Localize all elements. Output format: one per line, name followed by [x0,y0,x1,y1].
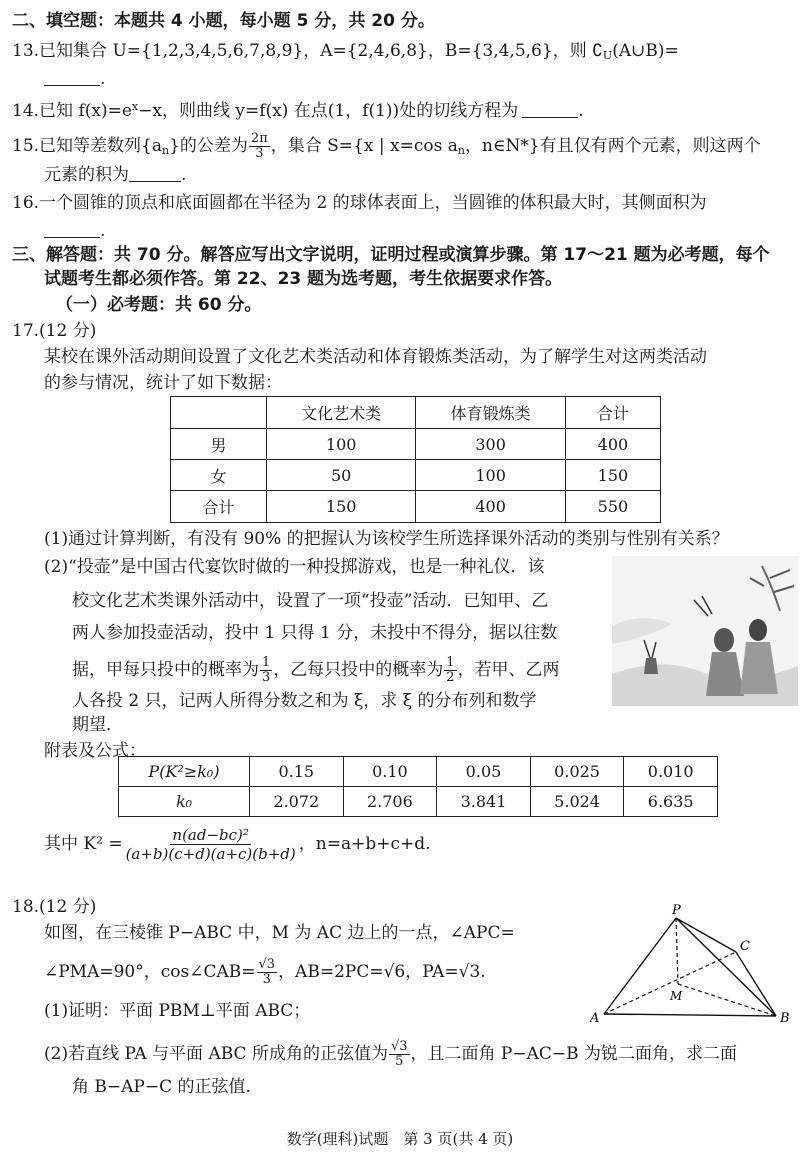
q17-line4-post: ，若甲、乙两 [457,660,560,680]
q17-fraction-jia [260,656,272,685]
section3-heading-line1: 三、解答题：共 70 分。解答应写出文字说明，证明过程或演算步骤。第 17～21 题为必考题，每个 [12,245,770,265]
q14-pre: 14.已知 f(x)=e [12,101,132,121]
survey-cell: 400 [565,429,660,460]
survey-cell: 50 [266,460,415,491]
q15-frac-den: 3 [255,146,264,161]
survey-cell: 100 [416,460,565,491]
q16-blank[interactable] [44,221,100,238]
kvalue-cell: 6.635 [624,787,718,817]
q18-label: 18.(12 分) [12,897,97,917]
table-row [171,460,661,491]
q13-blank[interactable] [44,69,100,86]
q15-post: ，集合 S={x | x=cos a [270,136,458,156]
q18-line2-post: ，AB=2PC=√6，PA=√3. [278,962,486,982]
survey-cell: 300 [416,429,565,460]
section2-heading: 二、填空题：本题共 4 小题，每小题 5 分，共 20 分。 [12,11,435,31]
q18-fraction [257,958,278,987]
kvalue-cell: 3.841 [437,787,531,817]
table-row [171,491,661,523]
q17-intro-line1: 某校在课外活动期间设置了文化艺术类活动和体育锻炼类活动，为了解学生对这两类活动 [44,347,707,367]
kvalue-cell: 0.10 [343,757,437,787]
table-row [119,787,718,817]
kvalue-cell: 2.072 [250,787,344,817]
q15-sub2: n [457,144,465,157]
q15-mid: }的公差为 [169,136,248,156]
kvalue-cell: 2.706 [343,787,437,817]
q14-sup: x [131,100,139,113]
question-15 [12,132,761,162]
kvalue-cell: 5.024 [530,787,624,817]
q18-part2-frac-den: 5 [395,1054,404,1069]
survey-cell: 400 [416,491,565,523]
label-B: B [780,1011,790,1026]
survey-cell: 合计 [171,491,267,523]
label-P: P [672,904,681,918]
survey-cell: 550 [565,491,660,523]
edge-AB [604,1014,776,1016]
q17-part2-line5: 人各投 2 只，记两人所得分数之和为 ξ，求 ξ 的分布列和数学 [72,691,537,711]
touhu-illustration [612,556,798,706]
kvalue-cell: 0.025 [530,757,624,787]
q15-blank[interactable] [129,165,181,182]
page-footer: 数学(理科)试题 第 3 页(共 4 页) [286,1130,514,1148]
q17-frac2-den: 2 [446,670,455,685]
appendix-label: 附表及公式： [44,741,146,761]
q18-part2-pre: (2)若直线 PA 与平面 ABC 所成角的正弦值为 [44,1044,388,1064]
kvalue-cell: 0.05 [437,757,531,787]
survey-cell: 100 [266,429,415,460]
q17-part1: (1)通过计算判断，有没有 90% 的把握认为该校学生所选择课外活动的类别与性别有关系？ [44,529,729,549]
question-14: 14.已知 $f(x)=e^x-x$，则曲线 y=f(x) 在点(1，f(1))处的切线方程为 . [12,100,584,121]
kvalue-cell: 0.010 [624,757,718,787]
q15-frac-num: 2π [250,131,268,146]
q18-frac-num: √3 [258,957,276,972]
kvalue-row-label: P(K²≥k₀) [119,757,250,787]
q15-post2: ，n∈N*}有且仅有两个元素，则这两个 [464,136,761,156]
q17-line4-pre: 据，甲每只投中的概率为 [72,660,259,680]
label-A: A [590,1011,600,1026]
survey-table-header [171,397,661,429]
figure-head-icon [714,628,734,652]
section3-heading-line2: 试题考生都必须作答。第 22、23 题为选考题，考生依据要求作答。 [44,269,563,289]
k-squared-formula [44,826,431,863]
edge-CB [736,952,776,1016]
q16-answer-line: . [44,220,105,242]
q15-fraction [249,132,270,161]
survey-table [170,396,661,523]
q17-intro-line2: 的参与情况，统计了如下数据： [44,373,282,393]
q18-part2-frac-num: √3 [390,1039,408,1054]
survey-cell: 男 [171,429,267,460]
kvalue-cell: 0.15 [250,757,344,787]
q18-line2 [44,958,486,987]
q18-part2-fraction [389,1040,410,1069]
q17-line4-mid: ，乙每只投中的概率为 [273,660,444,680]
q17-part2-line3: 两人参加投壶活动，投中 1 只得 1 分，未投中不得分，据以往数 [72,623,558,643]
q13-answer-line: . [44,68,105,90]
survey-header-cell: 文化艺术类 [266,397,415,429]
survey-cell: 女 [171,460,267,491]
survey-header-cell: 体育锻炼类 [416,397,565,429]
question-16: 16.一个圆锥的顶点和底面圆都在半径为 2 的球体表面上，当圆锥的体积最大时，其侧面积为 [12,193,707,213]
figure2-head-icon [749,619,767,641]
q17-frac2-num: 1 [446,655,455,670]
formula-post: ，n=a+b+c+d. [298,834,431,854]
survey-header-cell: 合计 [565,397,660,429]
q15-line2: 元素的积为 . [44,165,187,185]
q17-frac1-num: 1 [262,655,271,670]
critical-value-table [118,756,718,817]
formula-fraction [124,826,298,863]
survey-header-cell [171,397,267,429]
edge-PB [676,918,776,1016]
q17-label: 17.(12 分) [12,321,97,341]
q17-part2-line1: (2)“投壶”是中国古代宴饮时做的一种投掷游戏，也是一种礼仪．该 [44,557,545,577]
formula-denominator: (a+b)(c+d)(a+c)(b+d) [125,845,296,863]
q15-pre: 15.已知等差数列{a [12,136,162,156]
q13-sub: U [602,49,613,62]
formula-numerator: n(ad−bc)² [172,826,249,844]
table-row [171,429,661,460]
label-C: C [740,939,750,954]
touhu-pot-icon [644,658,658,674]
edge-PA [604,918,676,1014]
q18-part2-post: ，且二面角 P−AC−B 为锐二面角，求二面 [410,1044,738,1064]
label-M: M [670,989,683,1003]
q13-text: 13.已知集合 U={1,2,3,4,5,6,7,8,9}，A={2,4,6,8}，B={3,4,5,6}，则 ∁ [12,41,603,61]
tetrahedron-figure [590,904,796,1030]
q15-line2-text: 元素的积为 [44,165,129,185]
q18-line2-pre: ∠PMA=90°，cos∠CAB= [44,962,256,982]
q17-fraction-yi [444,656,456,685]
edge-AC [604,952,736,1014]
question-13 [12,40,679,67]
q13-tail: (A∪B)= [612,41,679,61]
q17-part2-line2: 校文化艺术类课外活动中，设置了一项“投壶”活动．已知甲、乙 [72,591,549,611]
q18-part1: (1)证明：平面 PBM⊥平面 ABC； [44,1001,311,1021]
table-row [119,757,718,787]
edge-PM [676,918,678,984]
q18-part2-line2: 角 B−AP−C 的正弦值. [72,1077,251,1097]
q18-frac-den: 3 [262,972,271,987]
kvalue-row-label: k₀ [119,787,250,817]
q15-sub: n [162,144,170,157]
survey-cell: 150 [266,491,415,523]
q18-line1: 如图，在三棱锥 P−ABC 中，M 为 AC 边上的一点，∠APC= [44,923,515,943]
section3-subheading: （一）必考题：共 60 分。 [56,295,262,315]
q17-part2-line4 [72,656,560,685]
q14-blank[interactable] [522,101,578,118]
q17-part2-line6: 期望． [72,715,123,735]
q17-frac1-den: 3 [262,670,271,685]
survey-cell: 150 [565,460,660,491]
formula-pre: 其中 K² = [44,834,123,854]
q18-part2 [44,1040,737,1069]
edge-MB [678,984,776,1016]
q14-post: −x，则曲线 y=f(x) 在点(1，f(1))处的切线方程为 [138,101,519,121]
